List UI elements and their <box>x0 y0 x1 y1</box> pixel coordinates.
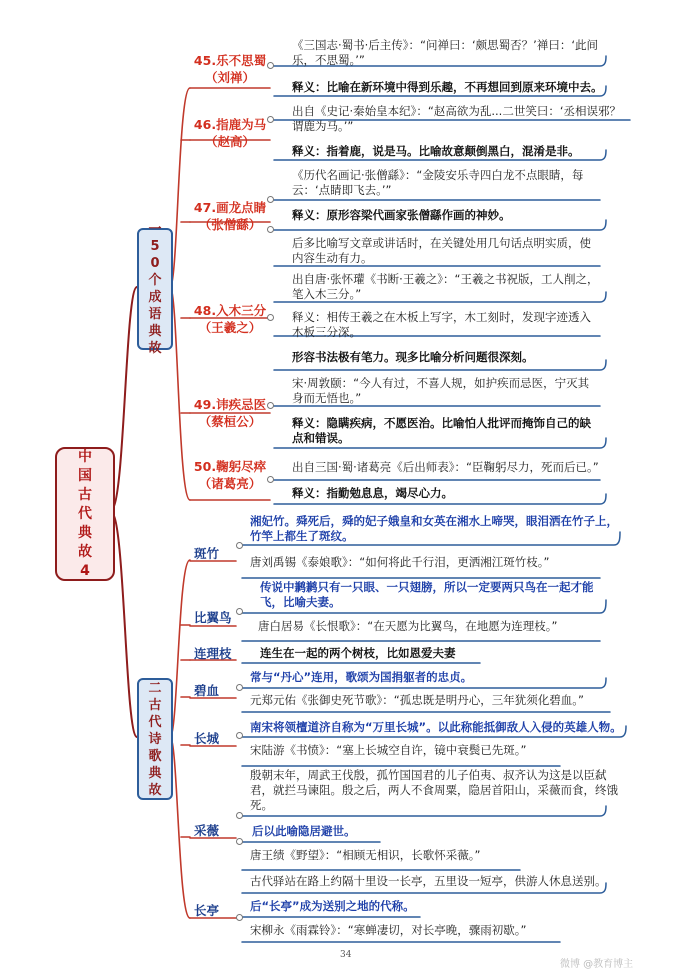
poem-story: 古代驿站在路上约隔十里设一长亭，五里设一短亭，供游人休息送别。 <box>250 874 607 888</box>
idiom-meaning: 释义：原形容梁代画家张僧繇作画的神妙。 <box>292 208 511 222</box>
poem-description: 传说中鹣鹣只有一只眼、一只翅膀，所以一定要两只鸟在一起才能飞，比喻夫妻。 <box>260 580 594 609</box>
idiom-node <box>188 396 272 430</box>
node-dot <box>236 684 243 691</box>
poem-quote: 宋柳永《雨霖铃》：“寒蝉凄切，对长亭晚，骤雨初歇。” <box>250 923 527 937</box>
root-label: 中国古代典故4 <box>78 448 92 579</box>
idiom-source: 《历代名画记·张僧繇》：“金陵安乐寺四白龙不点眼睛，每云：‘点睛即飞去。’” <box>292 168 584 197</box>
poem-definition: 连生在一起的两个树枝，比如恩爱夫妻 <box>260 646 456 660</box>
idiom-meaning: 释义：指勤勉息息，竭尽心力。 <box>292 486 453 500</box>
poem-description: 湘妃竹。舜死后，舜的妃子娥皇和女英在湘水上啼哭，眼泪洒在竹子上，竹竿上都生了斑纹。 <box>250 514 618 543</box>
poem-node: 斑竹 <box>194 546 220 561</box>
poem-node: 长亭 <box>194 903 220 918</box>
watermark: 微博 @教育博主 <box>560 959 634 970</box>
poem-description: 后“长亭”成为送别之地的代称。 <box>250 899 415 913</box>
idiom-source: 宋·周敦颐：“今人有过，不喜人规，如护疾而忌医，宁灭其身而无悟也。” <box>292 376 590 405</box>
node-dot <box>236 812 243 819</box>
idiom-title: 47.画龙点睛 <box>193 200 267 215</box>
poem-description: 南宋将领檀道济自称为“万里长城”。以此称能抵御敌人入侵的英雄人物。 <box>250 720 622 734</box>
idiom-extra: 后多比喻写文章或讲话时，在关键处用几句话点明实质，使内容生动有力。 <box>292 236 591 265</box>
poem-node: 采薇 <box>194 823 220 838</box>
idiom-person: （诸葛亮） <box>198 476 262 491</box>
poem-quote: 唐王绩《野望》：“相顾无相识，长歌怀采薇。” <box>250 848 481 862</box>
idiom-title: 45.乐不思蜀 <box>193 53 267 68</box>
node-dot <box>236 838 243 845</box>
idiom-node <box>188 116 272 150</box>
node-dot <box>236 732 243 739</box>
idiom-title: 48.入木三分 <box>193 303 267 318</box>
poem-story: 殷朝末年，周武王伐殷，孤竹国国君的儿子伯夷、叔齐认为这是以臣弑君，就拦马谏阻。殷之后，两人不食周粟，隐居首阳山，采薇而食，终饿死。 <box>250 768 618 812</box>
section-poems <box>137 678 173 800</box>
idiom-person: （张僧繇） <box>198 217 262 232</box>
idiom-title: 49.讳疾忌医 <box>193 397 267 412</box>
node-dot <box>236 608 243 615</box>
idiom-title: 46.指鹿为马 <box>193 117 267 132</box>
node-dot <box>236 542 243 549</box>
poem-node: 连理枝 <box>194 646 232 661</box>
page-number: 34 <box>340 950 352 960</box>
idiom-node <box>188 302 272 336</box>
node-dot <box>236 914 243 921</box>
poem-quote: 元郑元佑《张御史死节歌》：“孤忠既是明丹心，三年犹须化碧血。” <box>250 693 584 707</box>
section-poems-label: 二古代诗歌典故 <box>148 680 162 798</box>
poem-node: 长城 <box>194 731 220 746</box>
idiom-source: 《三国志·蜀书·后主传》：“问禅曰：‘颇思蜀否？’禅曰：‘此间乐，不思蜀。’” <box>292 38 598 67</box>
poem-description: 后以此喻隐居避世。 <box>252 824 356 838</box>
poem-quote: 唐刘禹锡《泰娘歌》：“如何将此千行泪，更洒湘江斑竹枝。” <box>250 555 550 569</box>
poem-quote: 宋陆游《书愤》：“塞上长城空自许，镜中衰鬓已先斑。” <box>250 743 527 757</box>
idiom-node <box>188 458 272 492</box>
idiom-title: 50.鞠躬尽瘁 <box>193 459 267 474</box>
idiom-person: （赵高） <box>204 134 255 149</box>
idiom-person: （刘禅） <box>204 70 255 85</box>
idiom-meaning: 释义：相传王羲之在木板上写字，木工刻时，发现字迹透入木板三分深。 <box>292 310 591 339</box>
idiom-source: 出自唐·张怀瓘《书断·王羲之》：“王羲之书祝版，工人削之，笔入木三分。” <box>292 272 599 301</box>
idiom-extra: 形容书法极有笔力。现多比喻分析问题很深刻。 <box>292 350 534 364</box>
idiom-person: （蔡桓公） <box>198 414 262 429</box>
idiom-meaning: 释义：隐瞒疾病，不愿医治。比喻怕人批评而掩饰自己的缺点和错误。 <box>292 416 591 445</box>
poem-node: 碧血 <box>194 683 220 698</box>
section-idioms-label: 一50个成语典故 <box>148 222 162 356</box>
idiom-meaning: 释义：指着鹿，说是马。比喻故意颠倒黑白，混淆是非。 <box>292 144 580 158</box>
idiom-person: （王羲之） <box>198 320 262 335</box>
poem-description: 常与“丹心”连用，歌颂为国捐躯者的忠贞。 <box>250 670 473 684</box>
idiom-node <box>188 52 272 86</box>
section-idioms <box>137 222 173 356</box>
idiom-node <box>188 199 272 233</box>
idiom-source: 出自《史记·秦始皇本纪》：“赵高欲为乱...二世笑曰：‘丞相误邪？谓鹿为马。’” <box>292 104 621 133</box>
idiom-meaning: 释义：比喻在新环境中得到乐趣，不再想回到原来环境中去。 <box>292 80 603 94</box>
idiom-source: 出自三国·蜀·诸葛亮《后出师表》：“臣鞠躬尽力，死而后已。” <box>292 460 599 474</box>
poem-quote: 唐白居易《长恨歌》：“在天愿为比翼鸟，在地愿为连理枝。” <box>258 619 558 633</box>
poem-node: 比翼鸟 <box>194 610 232 625</box>
root-node <box>55 447 115 581</box>
